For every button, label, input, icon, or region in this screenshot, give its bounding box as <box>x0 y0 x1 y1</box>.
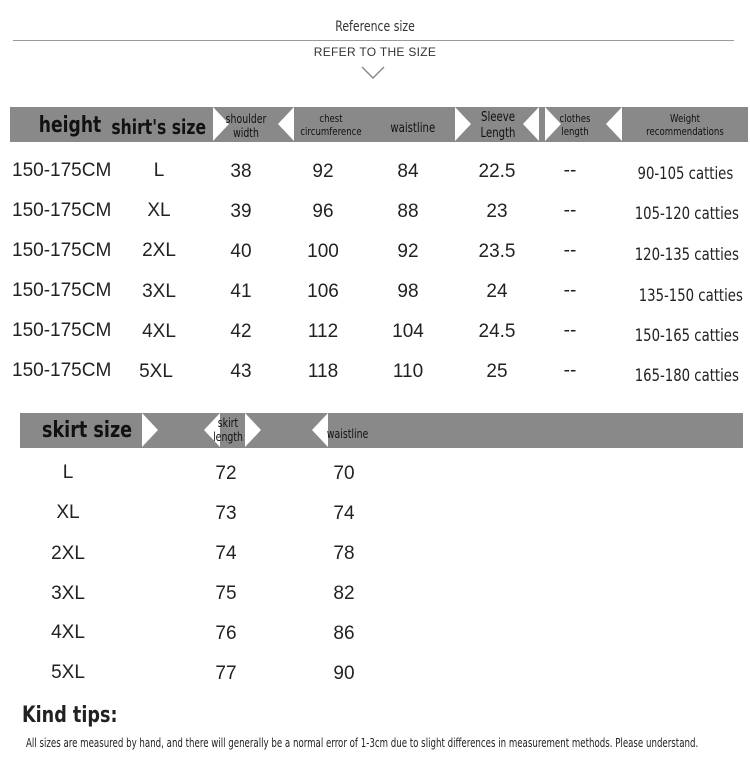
skirt-cell-waist: 78 <box>333 543 355 564</box>
shirt-cell-chest: 112 <box>307 321 339 342</box>
skirt-table-header <box>20 413 743 448</box>
shirt-cell-weight: 135-150 catties <box>638 286 743 306</box>
shirt-cell-size: 2XL <box>142 240 176 261</box>
shirt-cell-clothes: -- <box>563 200 577 221</box>
shirt-cell-height: 150-175CM <box>12 280 112 301</box>
shirt-cell-size: L <box>153 160 165 181</box>
skirt-cell-waist: 90 <box>333 663 355 684</box>
skirt-cell-waist: 86 <box>333 623 355 644</box>
skirt-cell-waist: 70 <box>333 463 355 484</box>
skirt-cell-length: 72 <box>215 463 237 484</box>
skirt-cell-waist: 82 <box>333 583 355 604</box>
shirt-cell-clothes: -- <box>563 320 577 341</box>
shirt-cell-clothes: -- <box>563 240 577 261</box>
shirt-cell-waist: 104 <box>392 321 424 342</box>
skirt-cell-size: L <box>62 462 74 483</box>
skirt-cell-length: 76 <box>215 623 237 644</box>
shirt-cell-waist: 92 <box>397 241 419 262</box>
shirt-cell-sleeve: 24 <box>486 281 508 302</box>
shirt-cell-chest: 92 <box>312 161 334 182</box>
shirt-cell-size: 5XL <box>139 361 173 382</box>
shirt-cell-sleeve: 24.5 <box>478 321 516 342</box>
shirt-cell-height: 150-175CM <box>12 360 112 381</box>
shirt-cell-clothes: -- <box>563 360 577 381</box>
shirt-cell-clothes: -- <box>563 280 577 301</box>
shirt-cell-shoulder: 39 <box>230 201 252 222</box>
shirt-cell-sleeve: 22.5 <box>478 161 516 182</box>
shirt-cell-shoulder: 40 <box>230 241 252 262</box>
shirt-cell-height: 150-175CM <box>12 240 112 261</box>
shirt-cell-shoulder: 38 <box>230 161 252 182</box>
shirt-cell-shoulder: 42 <box>230 321 252 342</box>
col-skirt-waistline: waistline <box>327 427 369 441</box>
skirt-cell-size: XL <box>56 502 80 523</box>
col-weight-recommendations: Weight recommendations <box>646 112 724 139</box>
shirt-cell-chest: 100 <box>307 241 339 262</box>
col-shirt-size: shirt's size <box>111 115 207 139</box>
refer-to-size-subtitle: REFER TO THE SIZE <box>313 45 437 59</box>
shirt-cell-chest: 96 <box>312 201 334 222</box>
skirt-cell-waist: 74 <box>333 503 355 524</box>
shirt-cell-height: 150-175CM <box>12 200 112 221</box>
kind-tips-body: All sizes are measured by hand, and there will generally be a normal error of 1-3cm due to slight differences in measurement methods. Please understand. <box>26 736 699 750</box>
shirt-cell-weight: 105-120 catties <box>634 204 739 224</box>
shirt-cell-clothes: -- <box>563 160 577 181</box>
shirt-cell-sleeve: 25 <box>486 361 508 382</box>
shirt-cell-weight: 165-180 catties <box>634 366 739 386</box>
col-shoulder-width: shoulder width <box>225 112 267 141</box>
skirt-cell-length: 75 <box>215 583 237 604</box>
chevron-down-icon <box>361 66 385 80</box>
header-divider <box>13 40 734 41</box>
shirt-cell-waist: 88 <box>397 201 419 222</box>
shirt-cell-size: 3XL <box>142 281 176 302</box>
kind-tips-title: Kind tips: <box>22 703 118 728</box>
col-height: height <box>38 113 102 138</box>
col-sleeve-length: Sleeve Length <box>480 110 516 141</box>
shirt-cell-waist: 110 <box>392 361 424 382</box>
reference-size-title: Reference size <box>335 19 415 35</box>
skirt-cell-size: 3XL <box>51 583 85 604</box>
col-waistline: waistline <box>390 121 436 136</box>
shirt-cell-sleeve: 23.5 <box>478 241 516 262</box>
col-chest-circumference: chest circumference <box>300 112 362 139</box>
shirt-cell-chest: 106 <box>307 281 339 302</box>
skirt-cell-size: 2XL <box>51 543 85 564</box>
shirt-cell-height: 150-175CM <box>12 320 112 341</box>
shirt-cell-weight: 90-105 catties <box>637 164 733 184</box>
col-clothes-length: clothes length <box>559 112 591 139</box>
shirt-cell-size: 4XL <box>142 321 176 342</box>
skirt-cell-size: 4XL <box>51 622 85 643</box>
shirt-cell-weight: 150-165 catties <box>634 326 739 346</box>
shirt-cell-chest: 118 <box>307 361 339 382</box>
shirt-cell-waist: 98 <box>397 281 419 302</box>
skirt-cell-size: 5XL <box>51 662 85 683</box>
shirt-table-header <box>10 107 748 142</box>
shirt-cell-sleeve: 23 <box>486 201 508 222</box>
shirt-cell-weight: 120-135 catties <box>634 245 739 265</box>
skirt-cell-length: 74 <box>215 543 237 564</box>
shirt-cell-height: 150-175CM <box>12 160 112 181</box>
shirt-cell-waist: 84 <box>397 161 419 182</box>
skirt-cell-length: 77 <box>215 663 237 684</box>
skirt-cell-length: 73 <box>215 503 237 524</box>
shirt-cell-shoulder: 41 <box>230 281 252 302</box>
shirt-cell-shoulder: 43 <box>230 361 252 382</box>
shirt-cell-size: XL <box>147 200 171 221</box>
col-skirt-size: skirt size <box>42 418 133 443</box>
col-skirt-length: skirt length <box>213 416 243 445</box>
